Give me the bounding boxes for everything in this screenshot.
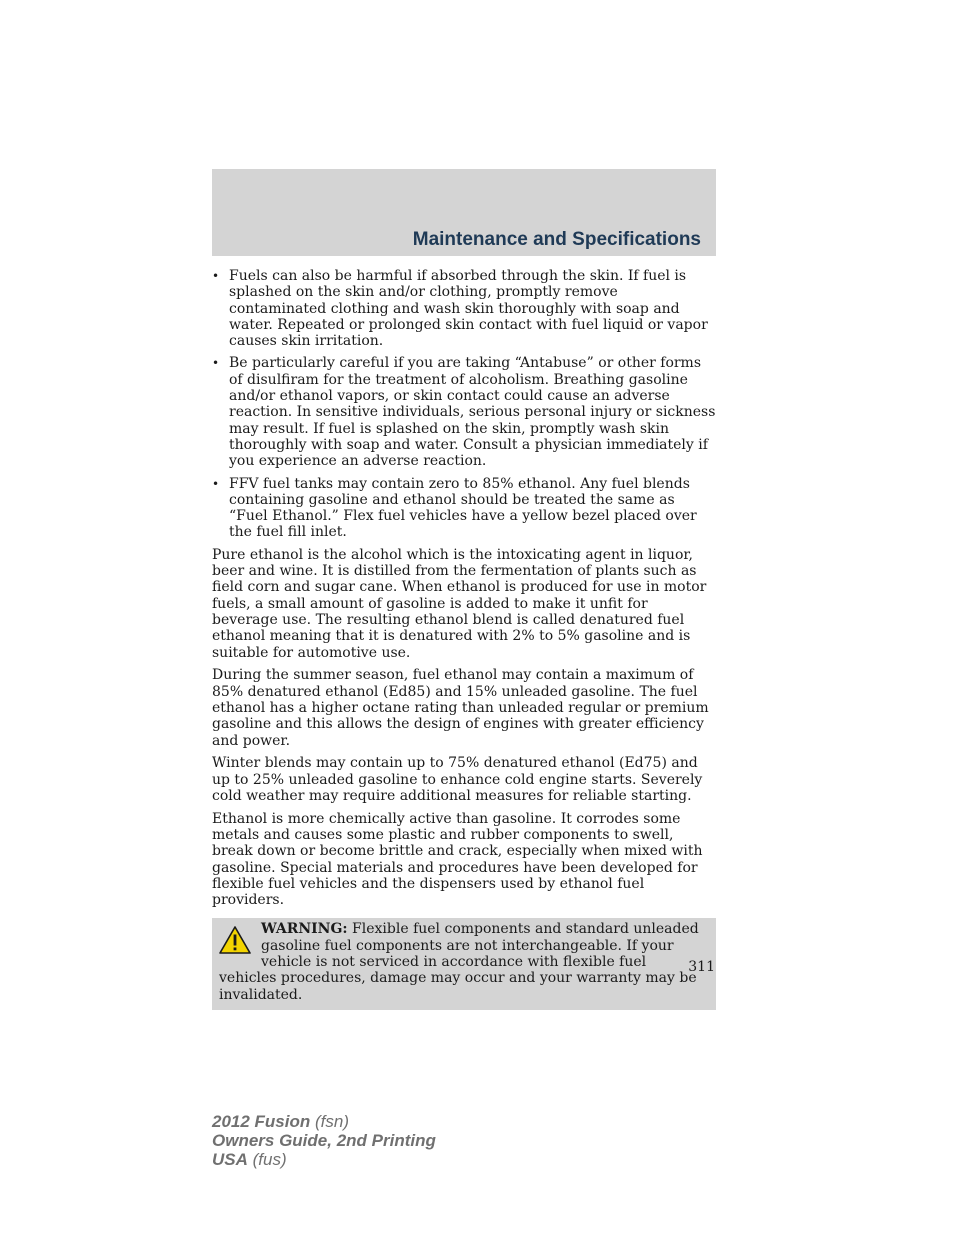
section-title: Maintenance and Specifications	[412, 229, 701, 250]
footer-line-2: Owners Guide, 2nd Printing	[212, 1131, 436, 1150]
paragraph: Winter blends may contain up to 75% denatured ethanol (Ed75) and up to 25% unleaded gasoline to enhance cold engine starts. Severely cold weather may require additional measures for reliable starting.	[212, 755, 703, 804]
paragraph: Pure ethanol is the alcohol which is the intoxicating agent in liquor, beer and wine. It is distilled from the fermentation of plants such as field corn and sugar cane. When ethanol is produced for use in motor fuels, a small amount of gasoline is added to make it unfit for beverage use. The resulting ethanol blend is called denatured fuel ethanol meaning that it is denatured with 2% to 5% gasoline and is suitable for automotive use.	[212, 546, 707, 661]
footer-model-code: (fsn)	[310, 1112, 349, 1131]
list-item	[212, 355, 716, 469]
footer-model: 2012 Fusion	[212, 1112, 311, 1131]
page-content	[212, 268, 716, 1010]
bullet-text: FFV fuel tanks may contain zero to 85% ethanol. Any fuel blends containing gasoline and ethanol should be treated the same as “Fuel Ethanol.” Flex fuel vehicles have a yellow bezel placed over the fuel fill inlet.	[229, 475, 697, 541]
warning-triangle-icon	[219, 925, 251, 955]
paragraph: During the summer season, fuel ethanol may contain a maximum of 85% denatured ethanol (Ed85) and 15% unleaded gasoline. The fuel ethanol has a higher octane rating than unleaded regular or premium gasoline and this allows the design of engines with greater efficiency and power.	[212, 667, 709, 749]
warning-text: Flexible fuel components and standard unleaded gasoline fuel components are not interchangeable. If your vehicle is not serviced in accordance with flexible fuel vehicles procedures, damage may occur and your warranty may be invalidated.	[219, 921, 699, 1003]
page-number: 311	[688, 959, 715, 975]
section-header-band	[212, 169, 716, 256]
bullet-marker: •	[212, 476, 220, 491]
bullet-marker: •	[212, 356, 220, 371]
bullet-list	[212, 268, 716, 541]
list-item	[212, 476, 716, 541]
footer-line-3	[212, 1150, 436, 1169]
footer-region: USA	[212, 1150, 248, 1169]
bullet-text: Be particularly careful if you are taking “Antabuse” or other forms of disulfiram for the treatment of alcoholism. Breathing gasoline and/or ethanol vapors, or skin contact could cause an adverse reaction. In sensitive individuals, serious personal injury or sickness may result. If fuel is splashed on the skin, promptly wash skin thoroughly with soap and water. Consult a physician immediately if you experience an adverse reaction.	[229, 355, 716, 470]
warning-box	[212, 918, 716, 1009]
bullet-text: Fuels can also be harmful if absorbed through the skin. If fuel is splashed on the skin and/or clothing, promptly remove contaminated clothing and wash skin thoroughly with soap and water. Repeated or prolonged skin contact with fuel liquid or vapor causes skin irritation.	[229, 268, 708, 350]
paragraph: Ethanol is more chemically active than gasoline. It corrodes some metals and causes some plastic and rubber components to swell, break down or become brittle and crack, especially when mixed with gasoline. Special materials and procedures have been developed for flexible fuel vehicles and the dispensers used by ethanol fuel providers.	[212, 810, 703, 909]
footer-line-1	[212, 1112, 436, 1131]
warning-label: WARNING:	[261, 921, 348, 938]
bullet-marker: •	[212, 269, 220, 283]
list-item	[212, 268, 716, 349]
footer	[212, 1112, 436, 1169]
footer-region-code: (fus)	[247, 1150, 287, 1169]
